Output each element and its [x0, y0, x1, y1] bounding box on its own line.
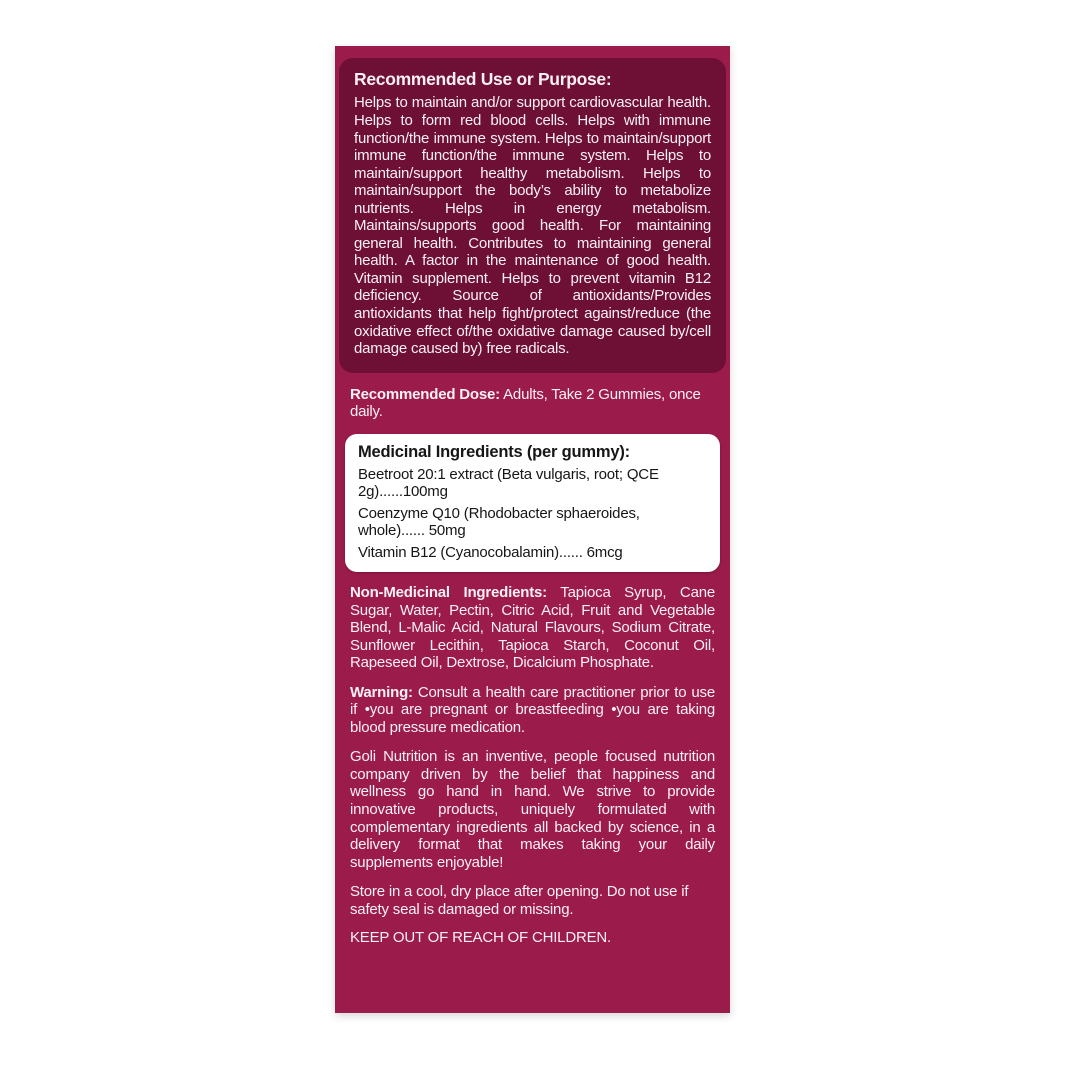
- warning-body: Consult a health care practitioner prior to use if •you are pregnant or breastfeeding •you are taking blood pressure medication.: [350, 683, 715, 736]
- warning-paragraph: [350, 684, 715, 737]
- company-description: Goli Nutrition is an inventive, people focused nutrition company driven by the belief that happiness and wellness go hand in hand. We strive to provide innovative products, uniquely formulated with complementary ingredients all backed by science, in a delivery format that makes taking your daily supplements enjoyable!: [350, 748, 715, 871]
- dose-heading: Recommended Dose:: [350, 385, 500, 403]
- non-medicinal-section: [335, 584, 730, 947]
- medicinal-item-beetroot: Beetroot 20:1 extract (Beta vulgaris, root; QCE 2g)......100mg: [358, 466, 659, 501]
- use-purpose-panel: [339, 58, 726, 373]
- medicinal-item-coq10: Coenzyme Q10 (Rhodobacter sphaeroides, whole)...... 50mg: [358, 504, 640, 540]
- keep-out-of-reach-warning: KEEP OUT OF REACH OF CHILDREN.: [350, 929, 611, 947]
- dose-line: [350, 386, 715, 421]
- non-medicinal-heading: Non-Medicinal Ingredients:: [350, 584, 547, 602]
- non-medicinal-body: Tapioca Syrup, Cane Sugar, Water, Pectin, Citric Acid, Fruit and Vegetable Blend, L-Malic Acid, Natural Flavours, Sodium Citrate, Sunflower Lecithin, Tapioca Starch, Coconut Oil, Rapeseed Oil, Dextrose, Dicalcium Phosphate.: [350, 584, 715, 672]
- medicinal-item-b12: Vitamin B12 (Cyanocobalamin)...... 6mcg: [358, 543, 623, 561]
- use-purpose-heading: Recommended Use or Purpose:: [354, 69, 612, 89]
- warning-heading: Warning:: [350, 683, 413, 701]
- medicinal-heading: Medicinal Ingredients (per gummy):: [358, 442, 630, 461]
- storage-instructions: Store in a cool, dry place after opening. Do not use if safety seal is damaged or missing.: [350, 883, 689, 918]
- non-medicinal-paragraph: [350, 584, 715, 672]
- dose-body: Adults, Take 2 Gummies, once daily.: [350, 385, 701, 421]
- medicinal-ingredients-card: [345, 434, 720, 572]
- use-purpose-body: Helps to maintain and/or support cardiovascular health. Helps to form red blood cells. Helps with immune function/the immune system. Helps to maintain/support immune function/the immune system. Helps to maintain/support healthy metabolism. Helps to maintain/support the body’s ability to metabolize nutrients. Helps in energy metabolism. Maintains/supports good health. For maintaining general health. Contributes to maintaining general health. A factor in the maintenance of good health. Vitamin supplement. Helps to prevent vitamin B12 deficiency. Source of antioxidants/Provides antioxidants that help fight/protect against/reduce (the oxidative effect of/the oxidative damage caused by/cell damage caused by) free radicals.: [354, 94, 711, 358]
- product-label: [335, 46, 730, 1013]
- dose-section: [335, 386, 730, 421]
